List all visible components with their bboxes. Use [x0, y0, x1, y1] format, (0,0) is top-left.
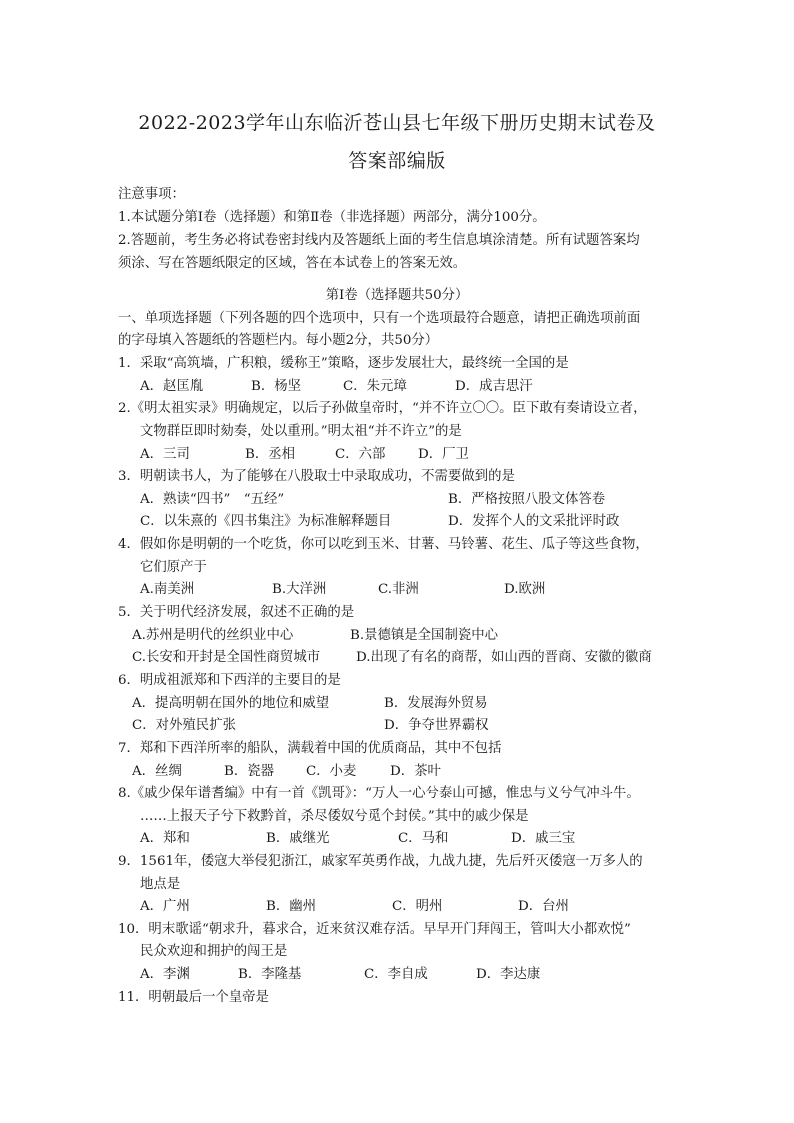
option: A.南美洲	[140, 582, 195, 597]
option: D.出现了有名的商帮，如山西的晋商、安徽的徽商	[356, 650, 652, 665]
question-stem: 2.《明太祖实录》明确规定，以后子孙做皇帝时，“并不许立〇〇。臣下敢有奏请设立者，	[118, 401, 647, 416]
option: A．三司	[140, 447, 190, 462]
option: C.长安和开封是全国性商贸城市	[132, 650, 321, 665]
option: A.苏州是明代的丝织业中心	[132, 628, 294, 643]
option: A．李渊	[140, 967, 190, 982]
option: B．发展海外贸易	[384, 696, 488, 711]
option: D．成吉思汗	[455, 379, 533, 394]
option: C．以朱熹的《四书集注》为标准解释题目	[140, 514, 392, 529]
notice-item-2-cont: 须涂、写在答题纸限定的区域，答在本试卷上的答案无效。	[118, 256, 467, 271]
option: C．马和	[398, 831, 449, 846]
option: D．茶叶	[390, 764, 441, 779]
question-stem: 9．1561年，倭寇大举侵犯浙江，戚家军英勇作战，九战九捷，先后歼灭倭寇一万多人的	[118, 854, 643, 869]
option: D．争夺世界霸权	[384, 718, 489, 733]
option: A．熟读“四书” “五经”	[140, 492, 285, 507]
notice-header: 注意事项：	[118, 187, 185, 202]
section-heading: 第Ⅰ卷（选择题共50分）	[325, 288, 469, 303]
page-title-line2: 答案部编版	[348, 150, 446, 172]
option: A．提高明朝在国外的地位和威望	[132, 696, 330, 711]
option: D．戚三宝	[511, 831, 576, 846]
option: C．小麦	[306, 764, 357, 779]
question-stem: 11．明朝最后一个皇帝是	[118, 990, 269, 1005]
option: B．严格按照八股文体答卷	[448, 492, 606, 507]
option: B．瓷器	[224, 764, 275, 779]
question-stem-cont: ……上报天子兮下救黔首，杀尽倭奴兮觅个封侯。”其中的戚少保是	[140, 809, 529, 824]
option: A．郑和	[140, 831, 190, 846]
option: A．广州	[140, 899, 190, 914]
option: D．发挥个人的文采批评时政	[448, 514, 620, 529]
question-stem: 1．采取“高筑墙，广积粮，缓称王”策略，逐步发展壮大，最终统一全国的是	[118, 356, 569, 371]
option: D．李达康	[476, 967, 541, 982]
question-stem: 5．关于明代经济发展，叙述不正确的是	[118, 605, 355, 620]
option: C．六部	[335, 447, 386, 462]
option: A．丝绸	[132, 764, 182, 779]
option: C．明州	[392, 899, 443, 914]
option: B．幽州	[266, 899, 317, 914]
option: D．台州	[518, 899, 569, 914]
option: B．李隆基	[238, 967, 302, 982]
option: B．丞相	[245, 447, 296, 462]
option: B.景德镇是全国制瓷中心	[350, 628, 499, 643]
option: C．朱元璋	[343, 379, 407, 394]
question-stem-cont: 地点是	[140, 877, 181, 892]
question-stem-cont: 它们原产于	[140, 560, 207, 575]
part-instructions-cont: 的字母填入答题纸的答题栏内。每小题2分，共50分）	[118, 333, 439, 348]
option: D．厂卫	[418, 447, 469, 462]
option: C．李自成	[364, 967, 428, 982]
question-stem: 4．假如你是明朝的一个吃货，你可以吃到玉米、甘薯、马铃薯、花生、瓜子等这些食物，	[118, 537, 649, 552]
notice-item-1: 1.本试题分第Ⅰ卷（选择题）和第Ⅱ卷（非选择题）两部分，满分100分。	[118, 210, 546, 225]
option: B．戚继光	[266, 831, 330, 846]
question-stem: 10．明末歌谣“朝求升，暮求合，近来贫汉难存活。早早开门拜闯王，管叫大小都欢悦”	[118, 922, 631, 937]
option: A．赵匡胤	[140, 379, 204, 394]
question-stem-cont: 文物群臣即时劾奏，处以重刑。”明太祖“并不许立”的是	[140, 424, 462, 439]
question-stem: 7．郑和下西洋所率的船队，满载着中国的优质商品，其中不包括	[118, 741, 502, 756]
part-instructions: 一、单项选择题（下列各题的四个选项中，只有一个选项最符合题意，请把正确选项前面	[118, 311, 641, 326]
page-title: 2022-2023学年山东临沂苍山县七年级下册历史期末试卷及	[138, 112, 656, 134]
option: D.欧洲	[504, 582, 546, 597]
question-stem: 8.《戚少保年谱耆编》中有一首《凯哥》：“万人一心兮泰山可撼，惟忠与义兮气冲斗牛。	[118, 786, 640, 801]
option: C．对外殖民扩张	[132, 718, 236, 733]
option: B.大洋洲	[272, 582, 327, 597]
notice-item-2: 2.答题前，考生务必将试卷密封线内及答题纸上面的考生信息填涂清楚。所有试题答案均	[118, 233, 640, 248]
question-stem-cont: 民众欢迎和拥护的闯王是	[140, 944, 288, 959]
question-stem: 6．明成祖派郑和下西洋的主要目的是	[118, 673, 341, 688]
question-stem: 3．明朝读书人，为了能够在八股取士中录取成功，不需要做到的是	[118, 469, 515, 484]
option: B．杨坚	[251, 379, 302, 394]
option: C.非洲	[378, 582, 419, 597]
